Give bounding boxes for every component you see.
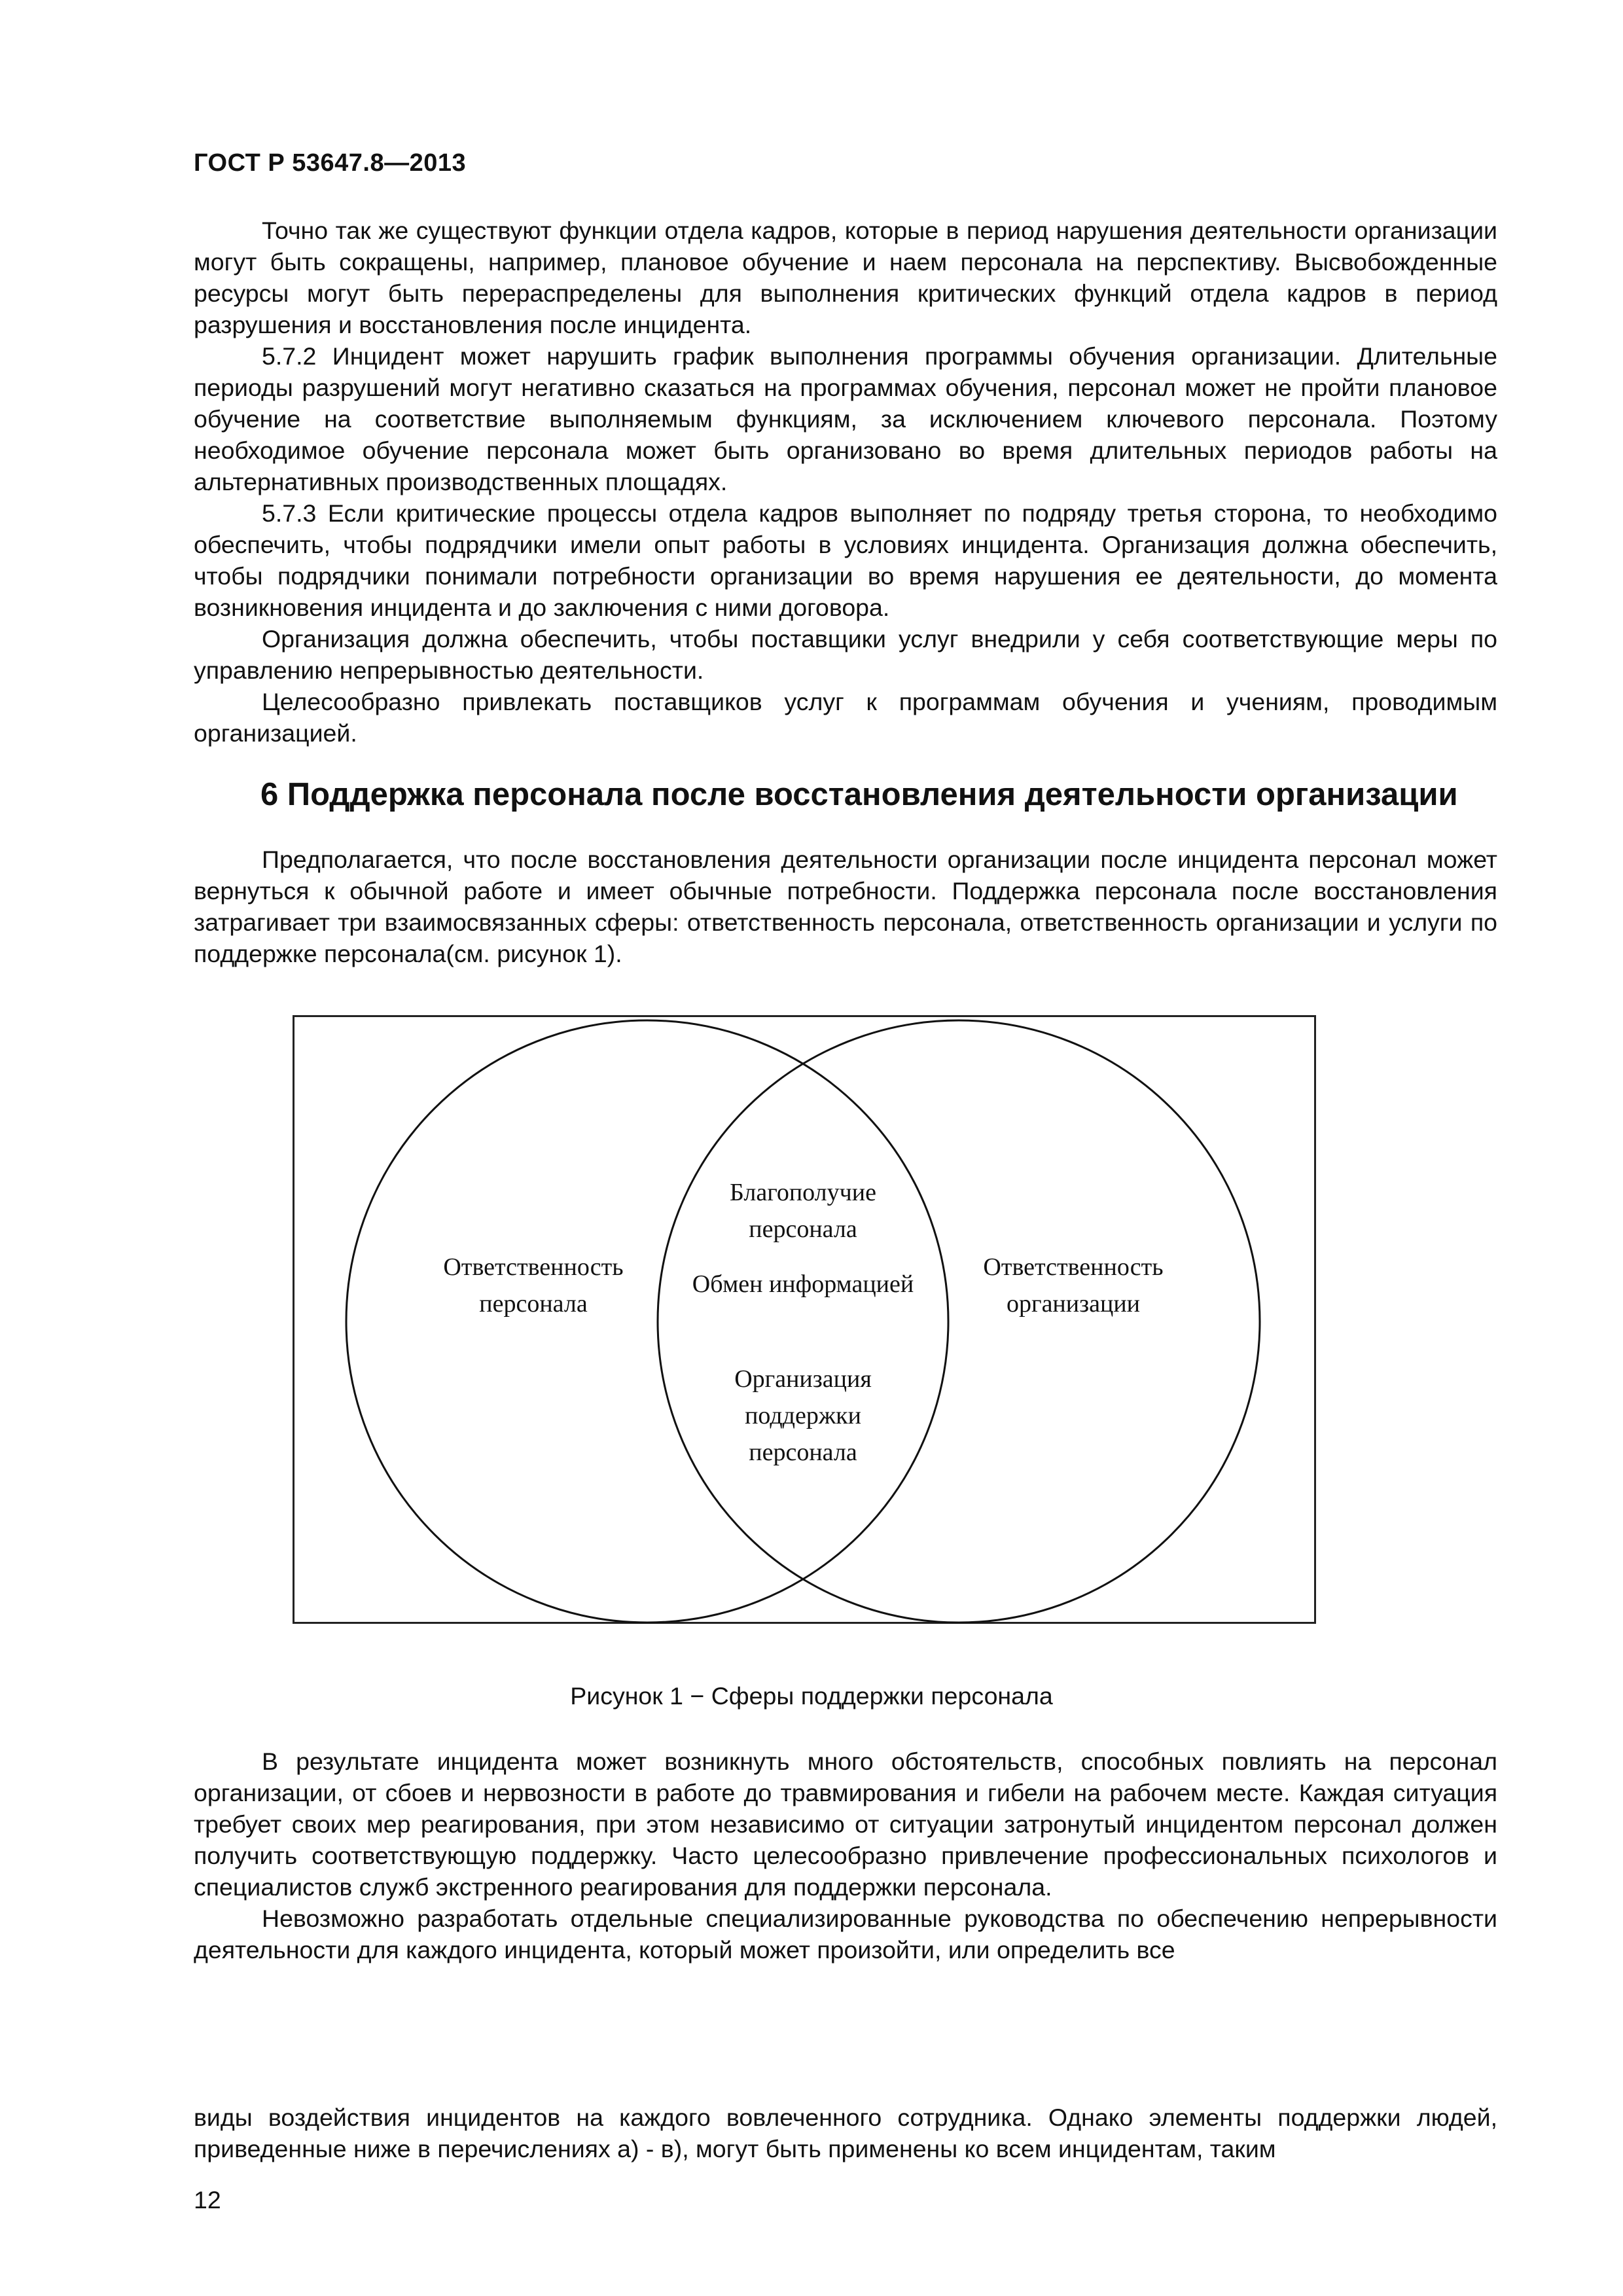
overlap-label-wellbeing: Благополучие персонала: [730, 1179, 876, 1243]
left-circle-label: Ответственность персонала: [443, 1253, 624, 1318]
body-text-section6: [194, 844, 1497, 969]
paragraph: Точно так же существуют функции отдела кадров, которые в период нарушения деятельности организации могут быть сокращены, например, плановое обучение и наем персонала на перспективу. Высвобожденные ресурсы могут быть перераспределены для выполнения критических функций отдела кадров в период разрушения и восстановления после инцидента.: [194, 217, 1497, 338]
body-text-continued: [194, 2102, 1497, 2164]
body-text-top: [194, 215, 1497, 749]
overlap-label-information: Обмен информацией: [692, 1270, 914, 1298]
paragraph: В результате инцидента может возникнуть много обстоятельств, способных повлиять на персонал организации, от сбоев и нервозности в работе до травмирования и гибели на рабочем месте. Каждая ситуация требует своих мер реагирования, при этом независимо от ситуации затронутый инцидентом персонал должен получить соответствующую поддержку. Часто целесообразно привлечение профессиональных психологов и специалистов служб экстренного реагирования для поддержки персонала.: [194, 1748, 1497, 1901]
venn-diagram: [293, 1015, 1316, 1624]
paragraph-5-7-3: 5.7.3 Если критические процессы отдела кадров выполняет по подряду третья сторона, то необходимо обеспечить, чтобы подрядчики имели опыт работы в условиях инцидента. Организация должна обеспечить, чтобы подрядчики понимали потребности организации во время нарушения ее деятельности, до момента возникновения инцидента и до заключения с ними договора.: [194, 499, 1497, 621]
paragraph-continued: виды воздействия инцидентов на каждого вовлеченного сотрудника. Однако элементы поддержки людей, приведенные ниже в перечислениях а) - в), могут быть применены ко всем инцидентам, таким: [194, 2104, 1497, 2162]
document-header: ГОСТ Р 53647.8—2013: [194, 149, 467, 177]
paragraph-5-7-2: 5.7.2 Инцидент может нарушить график выполнения программы обучения организации. Длительные периоды разрушений могут негативно сказаться на программах обучения, персонал может не пройти плановое обучение на соответствие выполняемым функциям, за исключением ключевого персонала. Поэтому необходимое обучение персонала может быть организовано во время длительных периодов работы на альтернативных производственных площадях.: [194, 342, 1497, 495]
page-number: 12: [194, 2186, 221, 2214]
paragraph: Невозможно разработать отдельные специализированные руководства по обеспечению непрерывности деятельности для каждого инцидента, который может произойти, или определить все: [194, 1905, 1497, 1964]
paragraph: Целесообразно привлекать поставщиков услуг к программам обучения и учениям, проводимым организацией.: [194, 688, 1497, 747]
figure-caption: Рисунок 1 − Сферы поддержки персонала: [570, 1682, 1053, 1710]
right-circle-label: Ответственность организации: [983, 1253, 1164, 1318]
section-heading: 6 Поддержка персонала после восстановления деятельности организации: [260, 777, 1458, 812]
paragraph: Предполагается, что после восстановления деятельности организации после инцидента персонал может вернуться к обычной работе и имеет обычные потребности. Поддержка персонала после восстановления затрагивает три взаимосвязанных сферы: ответственность персонала, ответственность организации и услуги по поддержке персонала(см. рисунок 1).: [194, 846, 1497, 967]
paragraph: Организация должна обеспечить, чтобы поставщики услуг внедрили у себя соответствующие меры по управлению непрерывностью деятельности.: [194, 625, 1497, 684]
overlap-label-support: Организация поддержки персонала: [734, 1365, 872, 1466]
body-text-bottom: [194, 1746, 1497, 1965]
